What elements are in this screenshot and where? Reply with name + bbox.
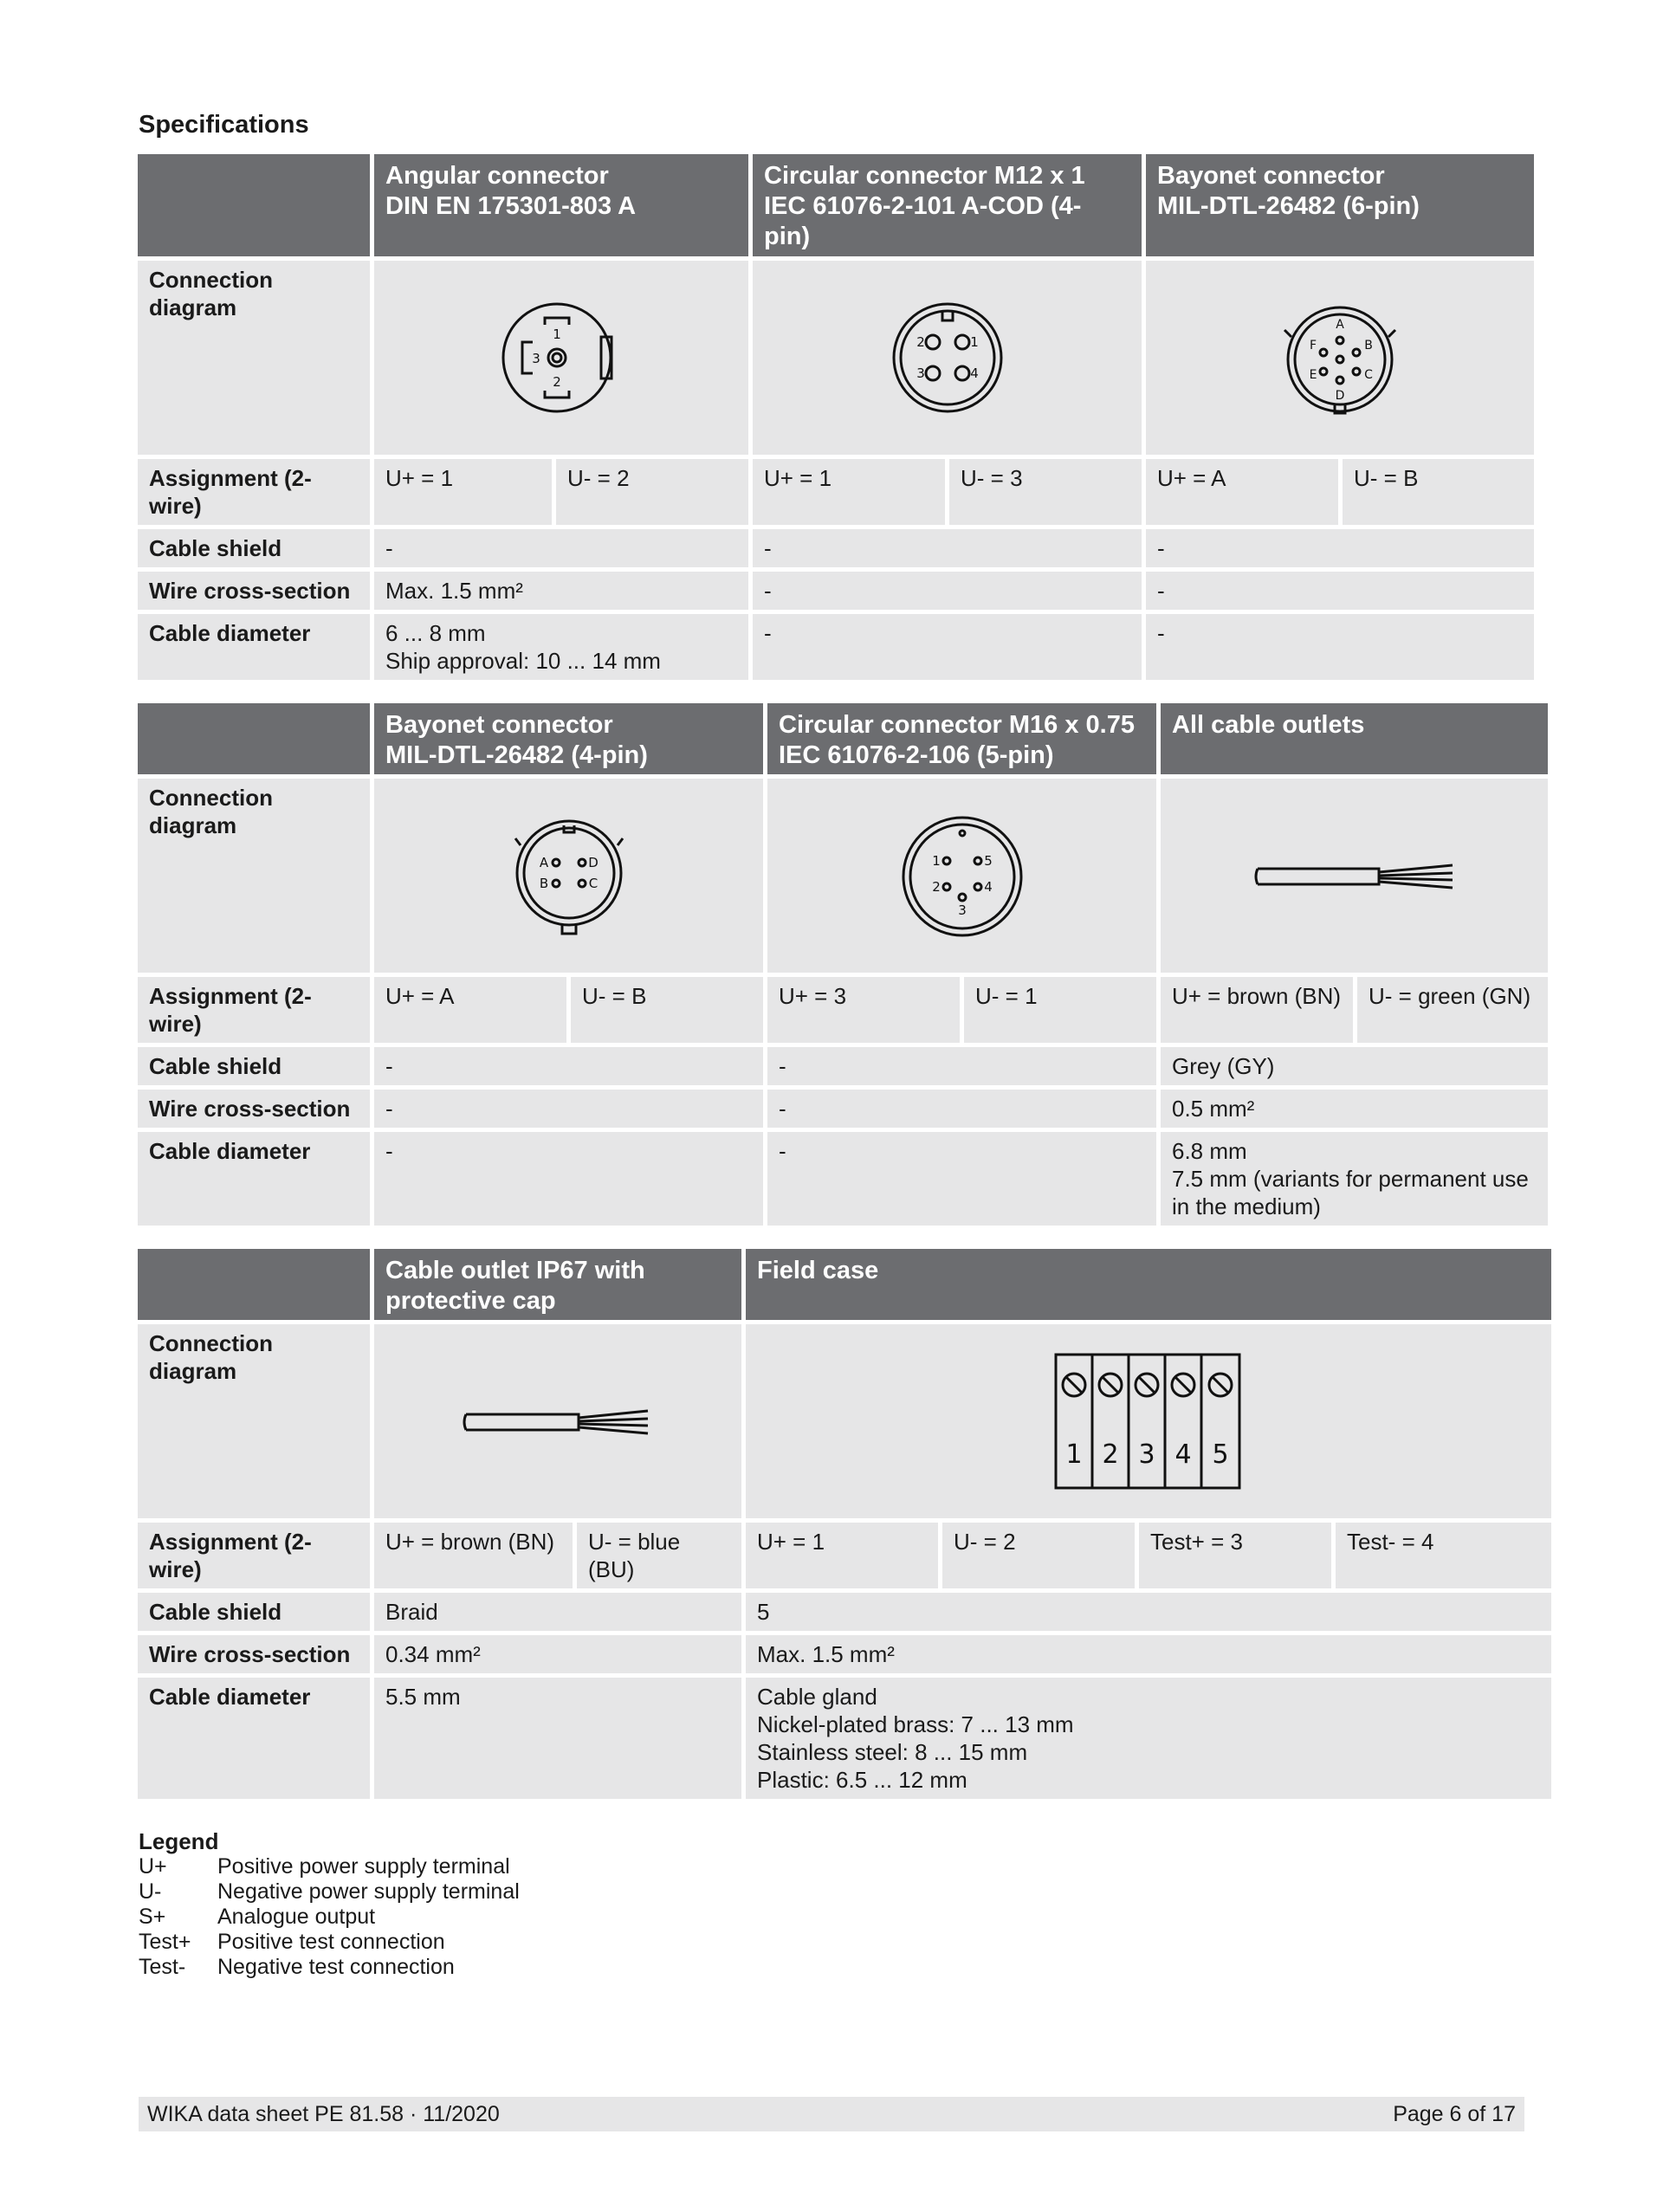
header-corner xyxy=(138,154,370,256)
page-title: Specifications xyxy=(139,111,309,139)
assignment-cell: Test- = 4 xyxy=(1336,1523,1551,1588)
page-footer xyxy=(139,2097,1524,2131)
pin-label: 2 xyxy=(916,334,925,350)
header-angular-connector: Angular connector DIN EN 175301-803 A xyxy=(374,154,748,256)
spec-table-2 xyxy=(133,699,1552,1230)
header-circular-m12: Circular connector M12 x 1 IEC 61076-2-101 A-COD (4- pin) xyxy=(753,154,1142,256)
legend-value: Negative test connection xyxy=(217,1955,455,1979)
cable-diameter-cell: 6 ... 8 mm Ship approval: 10 ... 14 mm xyxy=(374,614,748,680)
assignment-cell: U+ = brown (BN) xyxy=(374,1523,573,1588)
diagram-field-case xyxy=(746,1324,1551,1518)
legend-heading: Legend xyxy=(139,1828,219,1854)
row-label-cable-shield: Cable shield xyxy=(138,1047,370,1085)
legend-key: U- xyxy=(139,1879,162,1904)
pin-label: 4 xyxy=(983,879,993,895)
legend xyxy=(139,1829,520,1980)
pin-label: C xyxy=(1364,368,1373,382)
diagram-bayonet-4pin xyxy=(374,779,763,973)
diagram-circular-m12 xyxy=(753,261,1142,455)
row-label-assignment: Assignment (2- wire) xyxy=(138,977,370,1043)
cable-diameter-cell: - xyxy=(1146,614,1534,680)
bayonet-6pin-icon xyxy=(1266,297,1414,418)
assignment-cell: U- = B xyxy=(571,977,763,1043)
pin-label: A xyxy=(539,855,548,870)
legend-item xyxy=(139,1879,520,1905)
legend-item xyxy=(139,1905,520,1930)
pin-label: B xyxy=(1364,339,1373,352)
pin-label: 1 xyxy=(553,327,561,342)
row-label-wire-cross-section: Wire cross-section xyxy=(138,572,370,610)
legend-value: Positive test connection xyxy=(217,1930,445,1954)
diagram-angular-connector xyxy=(374,261,748,455)
assignment-cell: U- = 2 xyxy=(942,1523,1135,1588)
m12-connector-icon xyxy=(874,297,1021,418)
cable-shield-cell: - xyxy=(767,1047,1156,1085)
pin-label: 2 xyxy=(931,879,941,895)
row-label-assignment: Assignment (2- wire) xyxy=(138,459,370,525)
legend-item xyxy=(139,1854,520,1879)
row-label-connection-diagram: Connection diagram xyxy=(138,1324,370,1518)
row-label-assignment: Assignment (2- wire) xyxy=(138,1523,370,1588)
header-bayonet-4pin: Bayonet connector MIL-DTL-26482 (4-pin) xyxy=(374,703,763,774)
row-label-cable-diameter: Cable diameter xyxy=(138,1678,370,1799)
legend-key: S+ xyxy=(139,1905,166,1929)
legend-value: Analogue output xyxy=(217,1905,376,1929)
pin-label: B xyxy=(539,876,548,891)
pin-label: F xyxy=(1309,339,1317,352)
cable-diameter-cell: 6.8 mm 7.5 mm (variants for permanent use in the medium) xyxy=(1161,1132,1548,1226)
cable-shield-cell: - xyxy=(374,1047,763,1085)
terminal-label: 1 xyxy=(1065,1439,1083,1470)
terminal-label: 3 xyxy=(1138,1439,1155,1470)
spec-table-3 xyxy=(133,1245,1556,1803)
terminal-label: 5 xyxy=(1212,1439,1229,1470)
angular-connector-icon xyxy=(488,297,635,418)
assignment-cell: U+ = brown (BN) xyxy=(1161,977,1353,1043)
m16-connector-icon xyxy=(889,811,1036,941)
pin-label: 3 xyxy=(957,902,967,918)
row-label-connection-diagram: Connection diagram xyxy=(138,261,370,455)
diagram-cable-outlet-ip67 xyxy=(374,1324,741,1518)
row-label-connection-diagram: Connection diagram xyxy=(138,779,370,973)
legend-key: Test- xyxy=(139,1955,186,1979)
legend-item xyxy=(139,1955,520,1980)
header-all-cable-outlets: All cable outlets xyxy=(1161,703,1548,774)
cable-shield-cell: Grey (GY) xyxy=(1161,1047,1548,1085)
legend-key: U+ xyxy=(139,1854,167,1879)
wire-cross-section-cell: 0.5 mm² xyxy=(1161,1090,1548,1128)
header-corner xyxy=(138,1249,370,1320)
assignment-cell: U+ = 3 xyxy=(767,977,960,1043)
wire-cross-section-cell: - xyxy=(1146,572,1534,610)
assignment-cell: U+ = 1 xyxy=(374,459,552,525)
legend-value: Negative power supply terminal xyxy=(217,1879,520,1904)
pin-label: 1 xyxy=(931,853,941,869)
cable-outlet-icon xyxy=(1251,850,1459,902)
pin-label: 1 xyxy=(969,334,979,350)
assignment-cell: U- = 1 xyxy=(964,977,1156,1043)
bayonet-4pin-icon xyxy=(495,811,643,941)
pin-label: 5 xyxy=(983,853,993,869)
spec-table-1 xyxy=(133,150,1538,684)
wire-cross-section-cell: - xyxy=(753,572,1142,610)
assignment-cell: U- = 3 xyxy=(949,459,1142,525)
diagram-circular-m16 xyxy=(767,779,1156,973)
wire-cross-section-cell: - xyxy=(767,1090,1156,1128)
pin-label: 2 xyxy=(553,374,561,390)
row-label-cable-shield: Cable shield xyxy=(138,529,370,567)
assignment-cell: U+ = 1 xyxy=(746,1523,938,1588)
wire-cross-section-cell: Max. 1.5 mm² xyxy=(374,572,748,610)
row-label-wire-cross-section: Wire cross-section xyxy=(138,1090,370,1128)
header-cable-outlet-ip67: Cable outlet IP67 with protective cap xyxy=(374,1249,741,1320)
cable-diameter-cell: - xyxy=(753,614,1142,680)
cable-diameter-cell: Cable gland Nickel-plated brass: 7 ... 13 mm Stainless steel: 8 ... 15 mm Plastic: 6.5 ... 12 mm xyxy=(746,1678,1551,1799)
footer-page-number: Page 6 of 17 xyxy=(1393,2102,1516,2126)
header-field-case: Field case xyxy=(746,1249,1551,1320)
pin-label: A xyxy=(1336,318,1344,332)
cable-shield-cell: - xyxy=(1146,529,1534,567)
assignment-cell: U+ = A xyxy=(1146,459,1338,525)
row-label-cable-diameter: Cable diameter xyxy=(138,614,370,680)
row-label-wire-cross-section: Wire cross-section xyxy=(138,1635,370,1673)
cable-shield-cell: 5 xyxy=(746,1593,1551,1631)
pin-label: D xyxy=(1335,389,1345,403)
pin-label: 3 xyxy=(916,365,925,381)
cable-shield-cell: - xyxy=(753,529,1142,567)
cable-diameter-cell: - xyxy=(374,1132,763,1226)
pin-label: E xyxy=(1309,368,1317,382)
footer-document-id: WIKA data sheet PE 81.58 · 11/2020 xyxy=(147,2102,500,2126)
header-corner xyxy=(138,703,370,774)
header-circular-m16: Circular connector M16 x 0.75 IEC 61076-2-106 (5-pin) xyxy=(767,703,1156,774)
row-label-cable-diameter: Cable diameter xyxy=(138,1132,370,1226)
assignment-cell: U- = B xyxy=(1343,459,1534,525)
legend-item xyxy=(139,1930,520,1955)
cable-shield-cell: - xyxy=(374,529,748,567)
terminal-label: 2 xyxy=(1102,1439,1119,1470)
assignment-cell: U+ = 1 xyxy=(753,459,945,525)
assignment-cell: Test+ = 3 xyxy=(1139,1523,1331,1588)
diagram-all-cable-outlets xyxy=(1161,779,1548,973)
legend-value: Positive power supply terminal xyxy=(217,1854,510,1879)
row-label-cable-shield: Cable shield xyxy=(138,1593,370,1631)
wire-cross-section-cell: Max. 1.5 mm² xyxy=(746,1635,1551,1673)
cable-diameter-cell: - xyxy=(767,1132,1156,1226)
wire-cross-section-cell: - xyxy=(374,1090,763,1128)
wire-cross-section-cell: 0.34 mm² xyxy=(374,1635,741,1673)
cable-outlet-ip67-icon xyxy=(454,1395,662,1447)
assignment-cell: U- = green (GN) xyxy=(1357,977,1548,1043)
header-bayonet-6pin: Bayonet connector MIL-DTL-26482 (6-pin) xyxy=(1146,154,1534,256)
assignment-cell: U+ = A xyxy=(374,977,566,1043)
terminal-block-icon xyxy=(1053,1352,1244,1491)
assignment-cell: U- = 2 xyxy=(556,459,748,525)
diagram-bayonet-6pin xyxy=(1146,261,1534,455)
cable-diameter-cell: 5.5 mm xyxy=(374,1678,741,1799)
cable-shield-cell: Braid xyxy=(374,1593,741,1631)
assignment-cell: U- = blue (BU) xyxy=(577,1523,741,1588)
pin-label: 4 xyxy=(969,365,979,381)
legend-key: Test+ xyxy=(139,1930,191,1954)
pin-label: D xyxy=(587,855,599,870)
pin-label: C xyxy=(588,876,598,891)
terminal-label: 4 xyxy=(1174,1439,1192,1470)
pin-label: 3 xyxy=(532,351,540,366)
